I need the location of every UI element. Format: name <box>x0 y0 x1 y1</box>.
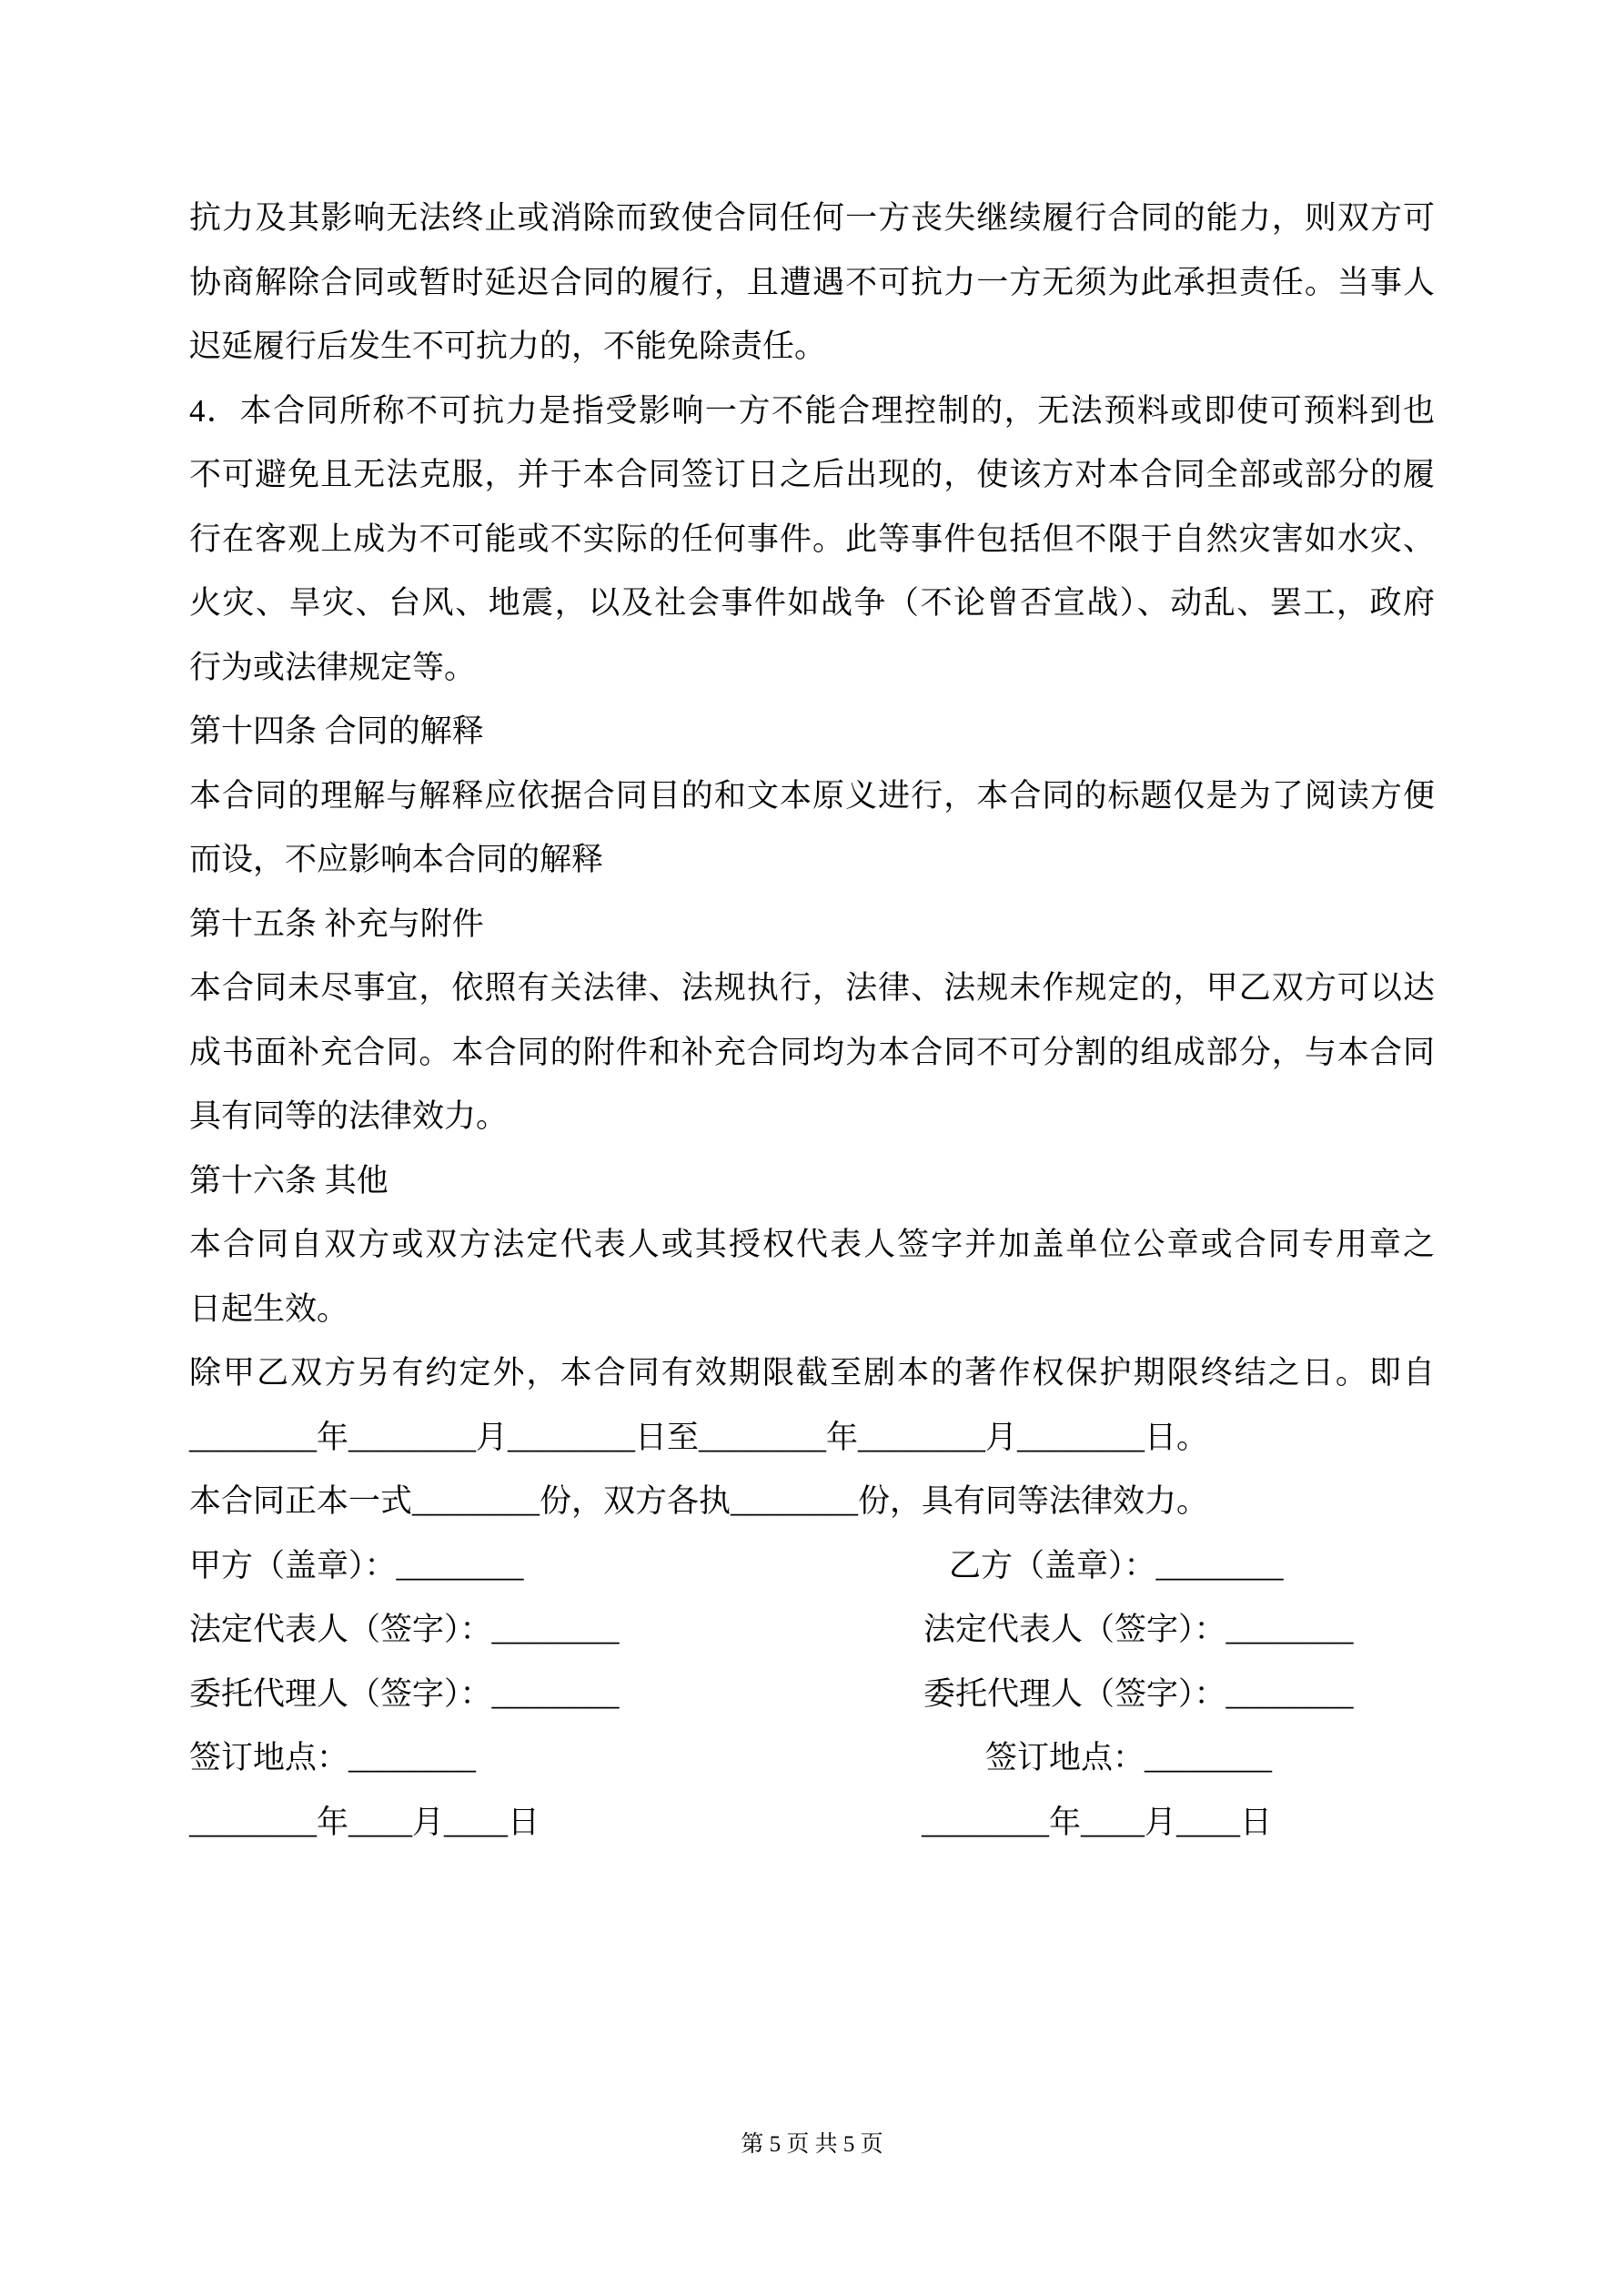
validity-period-blanks-line: ________年________月________日至________年________月________日。 <box>189 1419 1209 1455</box>
contract-line: 除甲乙双方另有约定外，本合同有效期限截至剧本的著作权保护期限终结之日。即自 <box>189 1355 1435 1391</box>
party-a-legal-rep-signature-field: 法定代表人（签字）：________ <box>189 1612 620 1647</box>
signature-row-place <box>189 1726 1435 1791</box>
party-a-seal-field: 甲方（盖章）：________ <box>189 1547 524 1583</box>
copies-count-blanks-line: 本合同正本一式________份，双方各执________份，具有同等法律效力。 <box>189 1483 1209 1519</box>
contract-line: 协商解除合同或暂时延迟合同的履行，且遭遇不可抗力一方无须为此承担责任。当事人 <box>189 264 1435 300</box>
contract-line: 本合同的理解与解释应依据合同目的和文本原义进行，本合同的标题仅是为了阅读方便 <box>189 777 1435 814</box>
contract-line: 本合同未尽事宜，依照有关法律、法规执行，法律、法规未作规定的，甲乙双方可以达 <box>189 970 1435 1006</box>
clause-14-heading: 第十四条 合同的解释 <box>189 713 484 749</box>
contract-line: 行为或法律规定等。 <box>189 649 477 685</box>
party-b-signing-date-field: ________年____月____日 <box>922 1804 1273 1840</box>
party-a-signing-date-field: ________年____月____日 <box>189 1804 540 1840</box>
signature-row-date <box>189 1791 1435 1856</box>
contract-line: 抗力及其影响无法终止或消除而致使合同任何一方丧失继续履行合同的能力，则双方可 <box>189 200 1435 236</box>
signature-row-agent <box>189 1663 1435 1727</box>
contract-line: 日起生效。 <box>189 1290 349 1327</box>
contract-line-clause-4: 4．本合同所称不可抗力是指受影响一方不能合理控制的，无法预料或即使可预料到也 <box>189 392 1435 429</box>
party-a-agent-signature-field: 委托代理人（签字）：________ <box>189 1675 620 1712</box>
contract-line: 本合同自双方或双方法定代表人或其授权代表人签字并加盖单位公章或合同专用章之 <box>189 1227 1435 1262</box>
signature-row-legal-rep <box>189 1598 1435 1663</box>
contract-line: 行在客观上成为不可能或不实际的任何事件。此等事件包括但不限于自然灾害如水灾、 <box>189 521 1435 557</box>
party-b-signing-place-field: 签订地点：________ <box>985 1740 1273 1775</box>
clause-16-heading: 第十六条 其他 <box>189 1162 388 1199</box>
contract-line: 具有同等的法律效力。 <box>189 1098 509 1134</box>
contract-line: 迟延履行后发生不可抗力的，不能免除责任。 <box>189 329 827 364</box>
contract-line: 火灾、旱灾、台风、地震，以及社会事件如战争（不论曾否宣战）、动乱、罢工，政府 <box>189 585 1435 621</box>
contract-line: 成书面补充合同。本合同的附件和补充合同均为本合同不可分割的组成部分，与本合同 <box>189 1034 1435 1070</box>
page-number-footer: 第 5 页 共 5 页 <box>741 2132 883 2157</box>
contract-line: 不可避免且无法克服，并于本合同签订日之后出现的，使该方对本合同全部或部分的履 <box>189 457 1435 492</box>
contract-body <box>189 187 1435 1855</box>
clause-15-heading: 第十五条 补充与附件 <box>189 905 484 942</box>
party-a-signing-place-field: 签订地点：________ <box>189 1740 477 1775</box>
party-b-legal-rep-signature-field: 法定代表人（签字）：________ <box>923 1612 1354 1647</box>
contract-line: 而设，不应影响本合同的解释 <box>189 842 604 877</box>
signature-row-seal <box>189 1534 1435 1599</box>
party-b-agent-signature-field: 委托代理人（签字）：________ <box>923 1675 1354 1712</box>
party-b-seal-field: 乙方（盖章）：________ <box>949 1547 1284 1583</box>
